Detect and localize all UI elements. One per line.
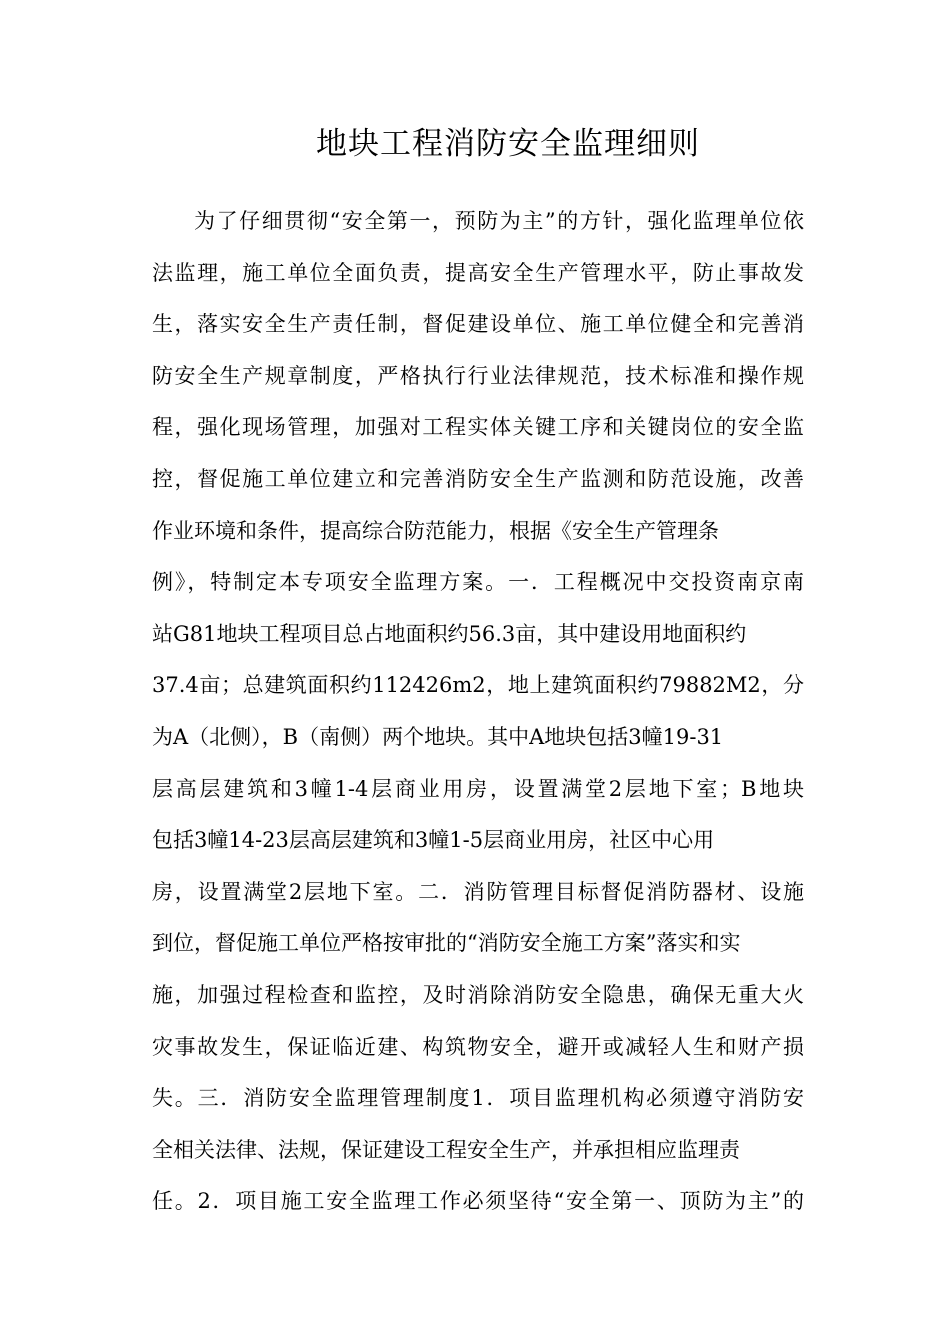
body-line: 作业环境和条件，提高综合防范能力，根据《安全生产管理条 [152, 518, 719, 543]
body-line: 层高层建筑和3幢1-4层商业用房，设置满堂2层地下室；B地块 [152, 776, 804, 801]
body-line: 为了仔细贯彻“安全第一，预防为主”的方针，强化监理单位依 [194, 209, 804, 233]
body-line: 法监理，施工单位全面负责，提高安全生产管理水平，防止事故发 [152, 260, 804, 285]
body-line: 失。三．消防安全监理管理制度1．项目监理机构必须遵守消防安 [152, 1086, 804, 1111]
body-line: 施，加强过程检查和监控，及时消除消防安全隐患，确保无重大火 [152, 982, 804, 1007]
body-line: 全相关法律、法规，保证建设工程安全生产，并承担相应监理责 [152, 1137, 740, 1162]
body-line: 程，强化现场管理，加强对工程实体关键工序和关键岗位的安全监 [152, 415, 804, 440]
body-line: 到位，督促施工单位严格按审批的“消防安全施工方案”落实和实 [152, 931, 741, 956]
document-title: 地块工程消防安全监理细则 [316, 126, 700, 162]
body-line: 灾事故发生，保证临近建、构筑物安全，避开或减轻人生和财产损 [152, 1034, 804, 1059]
body-line: 包括3幢14-23层高层建筑和3幢1-5层商业用房，社区中心用 [152, 828, 715, 853]
body-line: 控，督促施工单位建立和完善消防安全生产监测和防范设施，改善 [152, 466, 804, 491]
body-line: 为A（北侧），B（南侧）两个地块。其中A地块包括3幢19-31 [152, 724, 724, 749]
body-line: 站G81地块工程项目总占地面积约56.3亩，其中建设用地面积约 [152, 621, 747, 646]
body-line: 房，设置满堂2层地下室。二．消防管理目标督促消防器材、设施 [152, 879, 804, 904]
body-line: 37.4亩；总建筑面积约112426m2，地上建筑面积约79882M2，分 [152, 673, 804, 698]
body-line: 任。2．项目施工安全监理工作必须坚待“安全第一、顶防为主”的 [152, 1189, 804, 1214]
body-line: 生，落实安全生产责任制，督促建设单位、施工单位健全和完善消 [152, 312, 804, 337]
document-body [152, 196, 804, 1228]
body-line: 例》，特制定本专项安全监理方案。一．工程概况中交投资南京南 [152, 570, 804, 595]
body-line: 防安全生产规章制度，严格执行行业法律规范，技术标准和操作规 [152, 363, 804, 388]
